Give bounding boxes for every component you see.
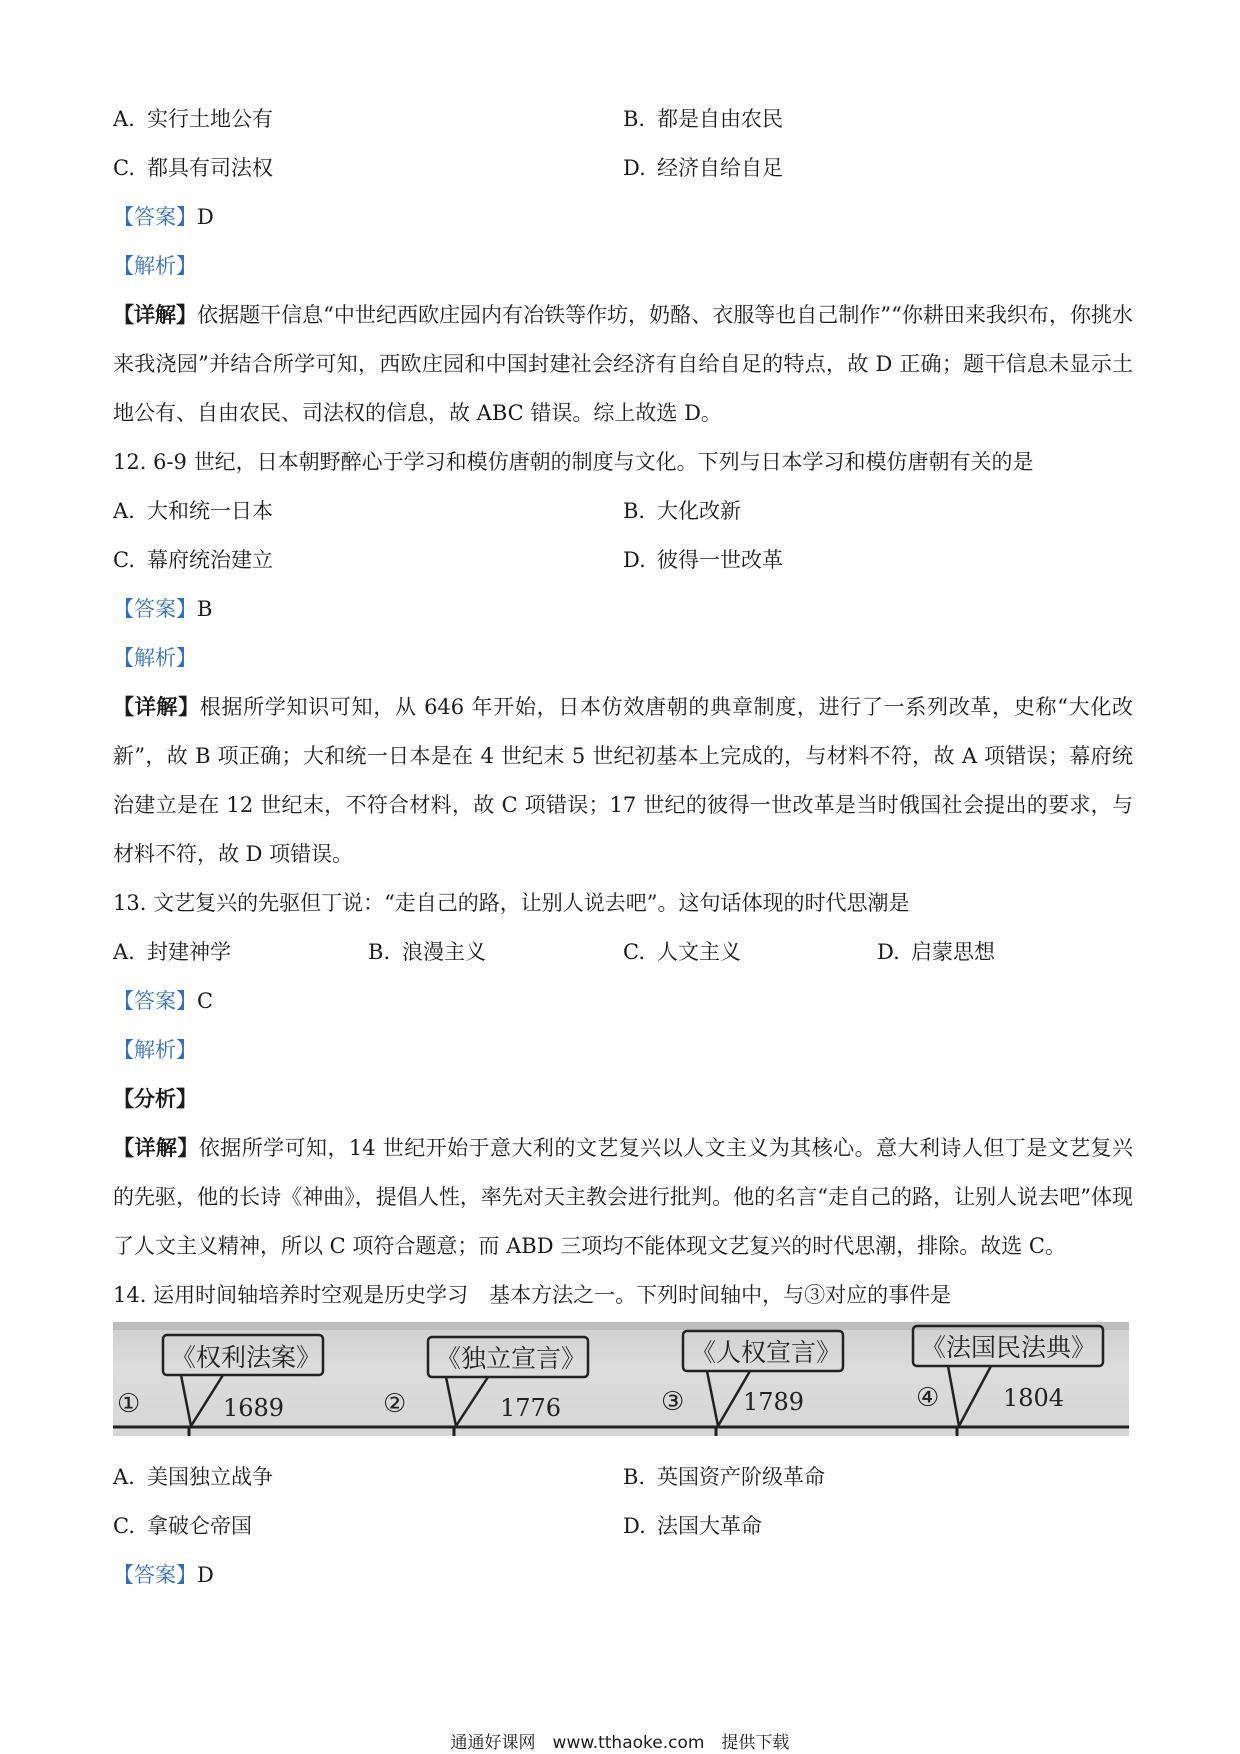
option-text: 彼得一世改革: [657, 548, 783, 572]
page-footer: 通通好课网 www.tthaoke.com 提供下载: [450, 1733, 790, 1753]
option-letter: C.: [623, 940, 645, 964]
q12-option-c: [113, 545, 273, 575]
answer-tag: 【答案】: [113, 989, 197, 1013]
q12-option-a: [113, 496, 273, 526]
option-text: 都是自由农民: [657, 107, 783, 131]
option-letter: C.: [113, 1514, 135, 1538]
timeline-marker: ③: [661, 1387, 685, 1417]
option-letter: A.: [113, 499, 135, 523]
q13-answer: [113, 986, 213, 1016]
timeline-image: [113, 1322, 1129, 1436]
detail-tag: 【详解】: [113, 302, 198, 327]
option-letter: B.: [623, 107, 646, 131]
timeline-event-2: [383, 1337, 588, 1436]
q13-fenxi-tag: 【分析】: [113, 1086, 197, 1111]
q12-option-d: [623, 545, 783, 575]
detail-tag: 【详解】: [113, 1135, 199, 1160]
option-letter: B.: [623, 499, 646, 523]
q11-option-c: [113, 153, 273, 183]
detail-text: 根据所学知识可知，从 646 年开始，日本仿效唐朝的典章制度，进行了一系列改革，史称“大化改新”，故 B 项正确；大和统一日本是在 4 世纪末 5 世纪初基本上完成的，与材料不符，故 A 项错误；幕府统治建立是在 12 世纪末，不符合材料，故 C 项错误；17 世纪的彼得一世改革是当时俄国社会提出的要求，与材料不符，故 D 项错误。: [113, 695, 1134, 866]
timeline-title: 《独立宣言》: [436, 1344, 587, 1373]
q14-option-b: [623, 1462, 825, 1492]
option-letter: A.: [113, 1465, 135, 1489]
option-letter: D.: [623, 548, 646, 572]
timeline-marker: ④: [916, 1383, 940, 1413]
q13-option-d: [877, 937, 995, 967]
detail-text: 依据题干信息“中世纪西欧庄园内有冶铁等作坊，奶酪、衣服等也自己制作”“你耕田来我织布，你挑水来我浇园”并结合所学可知，西欧庄园和中国封建社会经济有自给自足的特点，故 D 正确；题干信息未显示土地公有、自由农民、司法权的信息，故 ABC 错误。综上故选 D。: [113, 303, 1133, 425]
q11-answer: [113, 202, 214, 232]
option-text: 幕府统治建立: [147, 548, 273, 572]
option-letter: C.: [113, 156, 135, 180]
option-text: 英国资产阶级革命: [657, 1465, 825, 1489]
q14-option-d: [623, 1511, 762, 1541]
timeline-title: 《人权宣言》: [691, 1338, 842, 1367]
option-text: 大和统一日本: [147, 499, 273, 523]
answer-value: D: [197, 1563, 214, 1587]
option-text: 浪漫主义: [402, 940, 486, 964]
option-text: 封建神学: [147, 940, 231, 964]
q14-stem: 14. 运用时间轴培养时空观是历史学习 基本方法之一。下列时间轴中，与③对应的事件是: [113, 1283, 952, 1307]
timeline-marker: ②: [383, 1389, 407, 1419]
option-text: 人文主义: [657, 940, 741, 964]
answer-tag: 【答案】: [113, 205, 197, 229]
option-letter: B.: [368, 940, 391, 964]
q11-option-b: [623, 104, 783, 134]
timeline-year: 1804: [1003, 1384, 1065, 1412]
timeline-event-4: [913, 1326, 1103, 1436]
timeline-title: 《法国民法典》: [921, 1333, 1097, 1362]
option-text: 都具有司法权: [147, 156, 273, 180]
q11-option-d: [623, 153, 783, 183]
q14-option-a: [113, 1462, 273, 1492]
timeline-year: 1689: [223, 1394, 285, 1422]
q13-analysis-tag: 【解析】: [113, 1038, 197, 1062]
q14-answer: [113, 1560, 214, 1590]
q11-option-a: [113, 104, 273, 134]
q13-stem: 13. 文艺复兴的先驱但丁说：“走自己的路，让别人说去吧”。这句话体现的时代思潮是: [113, 891, 910, 915]
option-letter: A.: [113, 107, 135, 131]
option-text: 实行土地公有: [147, 107, 273, 131]
option-text: 大化改新: [657, 499, 741, 523]
answer-value: D: [197, 205, 214, 229]
q12-stem: 12. 6-9 世纪，日本朝野醉心于学习和模仿唐朝的制度与文化。下列与日本学习和模仿唐朝有关的是: [113, 450, 1034, 474]
q13-option-b: [368, 937, 486, 967]
detail-text: 依据所学可知，14 世纪开始于意大利的文艺复兴以人文主义为其核心。意大利诗人但丁是文艺复兴的先驱，他的长诗《神曲》，提倡人性，率先对天主教会进行批判。他的名言“走自己的路，让别人说去吧”体现了人文主义精神，所以 C 项符合题意；而 ABD 三项均不能体现文艺复兴的时代思潮，排除。故选 C。: [113, 1136, 1133, 1258]
answer-tag: 【答案】: [113, 597, 197, 621]
answer-tag: 【答案】: [113, 1563, 197, 1587]
timeline-title: 《权利法案》: [171, 1343, 322, 1372]
q11-analysis-tag: 【解析】: [113, 254, 197, 278]
q12-detail: [113, 682, 1133, 879]
timeline-year: 1789: [743, 1388, 805, 1416]
q13-detail: [113, 1123, 1133, 1271]
option-letter: D.: [623, 156, 646, 180]
detail-tag: 【详解】: [113, 694, 200, 719]
option-text: 拿破仑帝国: [147, 1514, 252, 1538]
q12-option-b: [623, 496, 741, 526]
answer-value: B: [197, 597, 213, 621]
option-text: 法国大革命: [657, 1514, 762, 1538]
q12-analysis-tag: 【解析】: [113, 646, 197, 670]
timeline-event-1: [117, 1335, 323, 1436]
q12-answer: [113, 594, 212, 624]
timeline-year: 1776: [500, 1394, 562, 1422]
option-letter: C.: [113, 548, 135, 572]
option-text: 启蒙思想: [911, 940, 995, 964]
timeline-marker: ①: [117, 1389, 141, 1419]
timeline-event-3: [661, 1331, 843, 1436]
option-letter: D.: [877, 940, 900, 964]
q14-option-c: [113, 1511, 252, 1541]
option-letter: D.: [623, 1514, 646, 1538]
answer-value: C: [197, 989, 214, 1013]
option-text: 美国独立战争: [147, 1465, 273, 1489]
option-letter: B.: [623, 1465, 646, 1489]
q13-option-c: [623, 937, 741, 967]
q13-option-a: [113, 937, 231, 967]
option-text: 经济自给自足: [657, 156, 783, 180]
option-letter: A.: [113, 940, 135, 964]
q11-detail: [113, 290, 1133, 438]
